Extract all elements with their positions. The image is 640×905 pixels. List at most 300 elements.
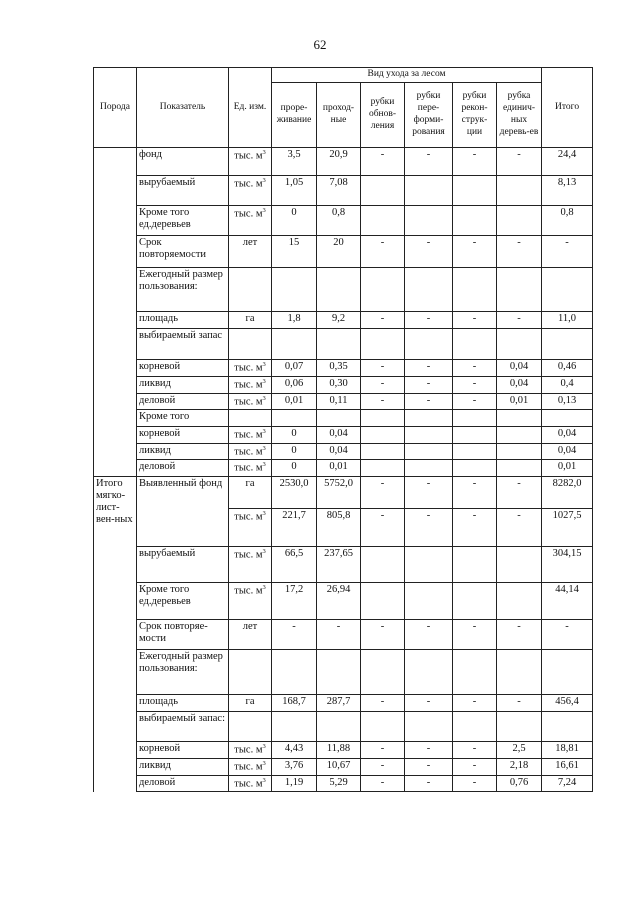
- value-cell: 0: [272, 427, 317, 444]
- unit-cell: [229, 329, 272, 360]
- row-label: Кроме того: [137, 410, 229, 427]
- row-label: фонд: [137, 148, 229, 176]
- value-cell: -: [497, 236, 542, 268]
- value-cell: -: [361, 508, 405, 546]
- value-cell: -: [453, 393, 497, 410]
- unit-text: га: [245, 313, 255, 324]
- unit-text: тыс. м: [234, 778, 263, 790]
- value-cell: -: [453, 508, 497, 546]
- value-cell: -: [361, 377, 405, 394]
- value-cell: [497, 329, 542, 360]
- header-col-5: рубки рекон-струк-ции: [453, 83, 497, 148]
- unit-text: тыс. м: [234, 429, 263, 441]
- row-label: ликвид: [137, 758, 229, 775]
- row-label: выбираемый запас:: [137, 711, 229, 741]
- row-label: вырубаемый: [137, 546, 229, 582]
- unit-cell: [229, 758, 272, 775]
- value-cell: 17,2: [272, 582, 317, 619]
- table-row: [94, 649, 593, 694]
- value-cell: -: [497, 694, 542, 711]
- value-cell: -: [405, 312, 453, 329]
- value-cell: 44,14: [542, 582, 593, 619]
- value-cell: [405, 443, 453, 460]
- table-row: [94, 582, 593, 619]
- value-cell: -: [405, 236, 453, 268]
- value-cell: 26,94: [317, 582, 361, 619]
- value-cell: 11,0: [542, 312, 593, 329]
- forest-care-table: [93, 67, 593, 792]
- value-cell: 0: [272, 443, 317, 460]
- unit-cell: [229, 582, 272, 619]
- unit-cell: [229, 443, 272, 460]
- value-cell: [497, 546, 542, 582]
- value-cell: [272, 329, 317, 360]
- unit-cell: [229, 711, 272, 741]
- value-cell: -: [317, 619, 361, 649]
- value-cell: -: [361, 619, 405, 649]
- value-cell: [453, 329, 497, 360]
- unit-cell: [229, 377, 272, 394]
- value-cell: -: [497, 148, 542, 176]
- value-cell: 168,7: [272, 694, 317, 711]
- value-cell: 0,06: [272, 377, 317, 394]
- table-row: [94, 329, 593, 360]
- value-cell: -: [405, 360, 453, 377]
- unit-cell: [229, 694, 272, 711]
- value-cell: [361, 443, 405, 460]
- value-cell: [542, 268, 593, 312]
- poroda-empty-cell: [94, 393, 137, 410]
- table-row: [94, 236, 593, 268]
- header-col-2: проход-ные: [317, 83, 361, 148]
- poroda-empty-cell: [94, 360, 137, 377]
- unit-superscript: 3: [262, 207, 266, 214]
- unit-text: тыс. м: [234, 178, 263, 190]
- value-cell: -: [453, 741, 497, 758]
- poroda-empty-cell: [94, 443, 137, 460]
- value-cell: 1,05: [272, 176, 317, 206]
- value-cell: 221,7: [272, 508, 317, 546]
- row-label: корневой: [137, 741, 229, 758]
- header-col-3: рубки обнов-ления: [361, 83, 405, 148]
- value-cell: 4,43: [272, 741, 317, 758]
- unit-text: тыс. м: [234, 462, 263, 474]
- poroda-empty-cell: [94, 377, 137, 394]
- value-cell: -: [453, 360, 497, 377]
- value-cell: 0,8: [542, 206, 593, 236]
- value-cell: 0,35: [317, 360, 361, 377]
- value-cell: -: [497, 508, 542, 546]
- value-cell: 0,04: [542, 443, 593, 460]
- poroda-empty-cell: [94, 148, 137, 176]
- value-cell: [361, 206, 405, 236]
- unit-text: тыс. м: [234, 744, 263, 756]
- poroda-itogo: Итого мягко-лист-вен-ных: [94, 476, 137, 792]
- value-cell: 1,19: [272, 775, 317, 792]
- value-cell: [405, 649, 453, 694]
- header-col-4: рубки пере-форми-рования: [405, 83, 453, 148]
- value-cell: 0,76: [497, 775, 542, 792]
- poroda-empty-cell: [94, 236, 137, 268]
- value-cell: [317, 649, 361, 694]
- value-cell: 18,81: [542, 741, 593, 758]
- value-cell: -: [497, 476, 542, 508]
- value-cell: -: [542, 619, 593, 649]
- value-cell: -: [361, 360, 405, 377]
- unit-cell: [229, 460, 272, 477]
- value-cell: [361, 582, 405, 619]
- value-cell: [405, 268, 453, 312]
- value-cell: [453, 711, 497, 741]
- table-row: [94, 377, 593, 394]
- poroda-empty-cell: [94, 410, 137, 427]
- value-cell: -: [542, 236, 593, 268]
- unit-superscript: 3: [262, 428, 266, 436]
- value-cell: [453, 268, 497, 312]
- value-cell: [542, 649, 593, 694]
- row-label: корневой: [137, 360, 229, 377]
- value-cell: -: [405, 377, 453, 394]
- unit-superscript: 3: [262, 509, 266, 517]
- poroda-empty-cell: [94, 427, 137, 444]
- value-cell: [272, 268, 317, 312]
- value-cell: [405, 410, 453, 427]
- unit-superscript: 3: [262, 547, 266, 555]
- value-cell: -: [453, 312, 497, 329]
- value-cell: -: [405, 148, 453, 176]
- value-cell: [361, 176, 405, 206]
- table-row: [94, 312, 593, 329]
- value-cell: 237,65: [317, 546, 361, 582]
- value-cell: [272, 711, 317, 741]
- row-label: Срок повторяе-мости: [137, 619, 229, 649]
- value-cell: [497, 410, 542, 427]
- value-cell: 287,7: [317, 694, 361, 711]
- value-cell: [497, 649, 542, 694]
- value-cell: 0,04: [497, 360, 542, 377]
- header-vid-uhoda: Вид ухода за лесом: [272, 68, 542, 83]
- value-cell: [405, 711, 453, 741]
- value-cell: 20: [317, 236, 361, 268]
- table-row: [94, 268, 593, 312]
- value-cell: 0: [272, 206, 317, 236]
- unit-superscript: 3: [262, 361, 266, 368]
- value-cell: [361, 649, 405, 694]
- value-cell: [497, 460, 542, 477]
- value-cell: [317, 268, 361, 312]
- table-row: [94, 460, 593, 477]
- value-cell: 1027,5: [542, 508, 593, 546]
- value-cell: [453, 176, 497, 206]
- value-cell: 0: [272, 460, 317, 477]
- value-cell: -: [405, 476, 453, 508]
- poroda-empty-cell: [94, 268, 137, 312]
- unit-cell: [229, 741, 272, 758]
- unit-cell: [229, 360, 272, 377]
- value-cell: 8282,0: [542, 476, 593, 508]
- unit-cell: [229, 410, 272, 427]
- row-label: деловой: [137, 775, 229, 792]
- value-cell: [405, 329, 453, 360]
- value-cell: 7,08: [317, 176, 361, 206]
- value-cell: [361, 427, 405, 444]
- value-cell: 3,5: [272, 148, 317, 176]
- value-cell: -: [405, 393, 453, 410]
- unit-cell: [229, 508, 272, 546]
- value-cell: 11,88: [317, 741, 361, 758]
- value-cell: 2530,0: [272, 476, 317, 508]
- value-cell: 15: [272, 236, 317, 268]
- value-cell: [405, 427, 453, 444]
- value-cell: -: [405, 508, 453, 546]
- row-label: ликвид: [137, 443, 229, 460]
- row-label: площадь: [137, 312, 229, 329]
- value-cell: 0,46: [542, 360, 593, 377]
- value-cell: -: [497, 312, 542, 329]
- unit-superscript: 3: [262, 394, 266, 402]
- table-row: [94, 711, 593, 741]
- value-cell: 7,24: [542, 775, 593, 792]
- table-row: [94, 741, 593, 758]
- unit-cell: [229, 619, 272, 649]
- unit-superscript: 3: [262, 759, 266, 767]
- row-label: деловой: [137, 460, 229, 477]
- value-cell: 0,07: [272, 360, 317, 377]
- unit-cell: [229, 268, 272, 312]
- value-cell: [317, 711, 361, 741]
- value-cell: -: [405, 694, 453, 711]
- table-row: [94, 176, 593, 206]
- header-pokazatel: Показатель: [137, 68, 229, 148]
- value-cell: -: [453, 377, 497, 394]
- table-row: [94, 546, 593, 582]
- value-cell: [361, 329, 405, 360]
- value-cell: 66,5: [272, 546, 317, 582]
- row-label: вырубаемый: [137, 176, 229, 206]
- unit-cell: [229, 176, 272, 206]
- page-number: 62: [313, 37, 327, 52]
- value-cell: [542, 329, 593, 360]
- header-col-1: проре-живание: [272, 83, 317, 148]
- value-cell: -: [272, 619, 317, 649]
- unit-text: лет: [242, 620, 258, 632]
- value-cell: [497, 176, 542, 206]
- value-cell: -: [361, 694, 405, 711]
- value-cell: 805,8: [317, 508, 361, 546]
- value-cell: 456,4: [542, 694, 593, 711]
- unit-text: тыс. м: [234, 362, 263, 374]
- value-cell: [361, 268, 405, 312]
- value-cell: 24,4: [542, 148, 593, 176]
- value-cell: [405, 460, 453, 477]
- table-row: [94, 758, 593, 775]
- value-cell: [542, 711, 593, 741]
- value-cell: -: [453, 236, 497, 268]
- table-row: [94, 148, 593, 176]
- unit-text: тыс. м: [234, 549, 263, 561]
- value-cell: -: [405, 758, 453, 775]
- row-label: Кроме того ед.деревьев: [137, 582, 229, 619]
- value-cell: 0,4: [542, 377, 593, 394]
- value-cell: 0,04: [317, 443, 361, 460]
- value-cell: 0,01: [542, 460, 593, 477]
- unit-cell: га: [229, 476, 272, 508]
- value-cell: -: [405, 741, 453, 758]
- unit-superscript: 3: [262, 461, 266, 469]
- value-cell: [542, 410, 593, 427]
- row-label: выбираемый запас: [137, 329, 229, 360]
- value-cell: [405, 546, 453, 582]
- value-cell: -: [453, 148, 497, 176]
- unit-text: тыс. м: [234, 208, 263, 220]
- unit-text: тыс. м: [234, 396, 263, 408]
- value-cell: [361, 460, 405, 477]
- row-label-vyyavlenny: Выявленный фонд: [137, 476, 229, 546]
- table-row: [94, 393, 593, 410]
- value-cell: 0,13: [542, 393, 593, 410]
- unit-text: тыс. м: [234, 446, 263, 458]
- value-cell: -: [453, 758, 497, 775]
- value-cell: [405, 582, 453, 619]
- row-label: Ежегодный размер пользования:: [137, 649, 229, 694]
- value-cell: [453, 546, 497, 582]
- value-cell: [497, 268, 542, 312]
- value-cell: [453, 443, 497, 460]
- value-cell: [453, 649, 497, 694]
- value-cell: -: [361, 758, 405, 775]
- value-cell: 16,61: [542, 758, 593, 775]
- value-cell: [272, 410, 317, 427]
- value-cell: [361, 410, 405, 427]
- table-row: [94, 410, 593, 427]
- value-cell: 0,04: [497, 377, 542, 394]
- value-cell: -: [453, 476, 497, 508]
- value-cell: [317, 329, 361, 360]
- value-cell: 0,01: [497, 393, 542, 410]
- table-row: [94, 619, 593, 649]
- value-cell: 9,2: [317, 312, 361, 329]
- value-cell: -: [497, 619, 542, 649]
- unit-superscript: 3: [262, 378, 266, 385]
- value-cell: -: [361, 741, 405, 758]
- unit-text: тыс. м: [234, 761, 263, 773]
- value-cell: [453, 206, 497, 236]
- value-cell: [361, 711, 405, 741]
- unit-cell: [229, 148, 272, 176]
- table-row: [94, 206, 593, 236]
- value-cell: -: [361, 236, 405, 268]
- value-cell: -: [361, 148, 405, 176]
- value-cell: [497, 443, 542, 460]
- value-cell: 20,9: [317, 148, 361, 176]
- unit-superscript: 3: [262, 177, 266, 184]
- unit-cell: [229, 546, 272, 582]
- value-cell: 0,04: [317, 427, 361, 444]
- section-1-body: [94, 148, 593, 477]
- row-label: деловой: [137, 393, 229, 410]
- value-cell: 5,29: [317, 775, 361, 792]
- unit-text: тыс. м: [234, 585, 263, 597]
- value-cell: -: [405, 775, 453, 792]
- value-cell: 1,8: [272, 312, 317, 329]
- value-cell: [497, 206, 542, 236]
- value-cell: [453, 427, 497, 444]
- value-cell: 0,11: [317, 393, 361, 410]
- value-cell: [497, 582, 542, 619]
- value-cell: 0,30: [317, 377, 361, 394]
- unit-cell: [229, 393, 272, 410]
- unit-cell: [229, 775, 272, 792]
- row-label: ликвид: [137, 377, 229, 394]
- value-cell: [497, 711, 542, 741]
- header-itogo: Итого: [542, 68, 593, 148]
- value-cell: -: [361, 312, 405, 329]
- unit-cell: [229, 649, 272, 694]
- value-cell: 0,04: [542, 427, 593, 444]
- table-row: [94, 443, 593, 460]
- unit-text: тыс. м: [234, 511, 263, 523]
- poroda-empty-cell: [94, 312, 137, 329]
- value-cell: 8,13: [542, 176, 593, 206]
- value-cell: 2,18: [497, 758, 542, 775]
- value-cell: [453, 582, 497, 619]
- value-cell: -: [361, 476, 405, 508]
- value-cell: -: [405, 619, 453, 649]
- poroda-empty-cell: [94, 329, 137, 360]
- value-cell: [317, 410, 361, 427]
- unit-text: лет: [242, 237, 258, 248]
- value-cell: -: [361, 393, 405, 410]
- value-cell: [361, 546, 405, 582]
- unit-superscript: 3: [262, 444, 266, 452]
- value-cell: 5752,0: [317, 476, 361, 508]
- value-cell: [453, 410, 497, 427]
- table-row: [94, 694, 593, 711]
- unit-text: тыс. м: [234, 379, 263, 391]
- row-label: Срок повторяемости: [137, 236, 229, 268]
- value-cell: -: [453, 694, 497, 711]
- poroda-empty-cell: [94, 176, 137, 206]
- value-cell: -: [361, 775, 405, 792]
- header-col-6: рубка единич-ных деревь-ев: [497, 83, 542, 148]
- value-cell: -: [453, 619, 497, 649]
- value-cell: [497, 427, 542, 444]
- value-cell: 0,01: [272, 393, 317, 410]
- header-poroda: Порода: [94, 68, 137, 148]
- unit-superscript: 3: [262, 583, 266, 591]
- table-row: [94, 360, 593, 377]
- section-2-body: [94, 476, 593, 792]
- table-row: [94, 427, 593, 444]
- value-cell: [405, 206, 453, 236]
- value-cell: 3,76: [272, 758, 317, 775]
- row-label: Кроме того ед.деревьев: [137, 206, 229, 236]
- table-row: [94, 775, 593, 792]
- value-cell: 10,67: [317, 758, 361, 775]
- unit-cell: [229, 236, 272, 268]
- value-cell: 2,5: [497, 741, 542, 758]
- poroda-empty-cell: [94, 460, 137, 477]
- value-cell: -: [453, 775, 497, 792]
- row-label: Ежегодный размер пользования:: [137, 268, 229, 312]
- header-ed-izm: Ед. изм.: [229, 68, 272, 148]
- value-cell: 304,15: [542, 546, 593, 582]
- row-label: площадь: [137, 694, 229, 711]
- unit-cell: [229, 206, 272, 236]
- unit-superscript: 3: [262, 742, 266, 750]
- unit-text: тыс. м: [234, 150, 263, 162]
- value-cell: [453, 460, 497, 477]
